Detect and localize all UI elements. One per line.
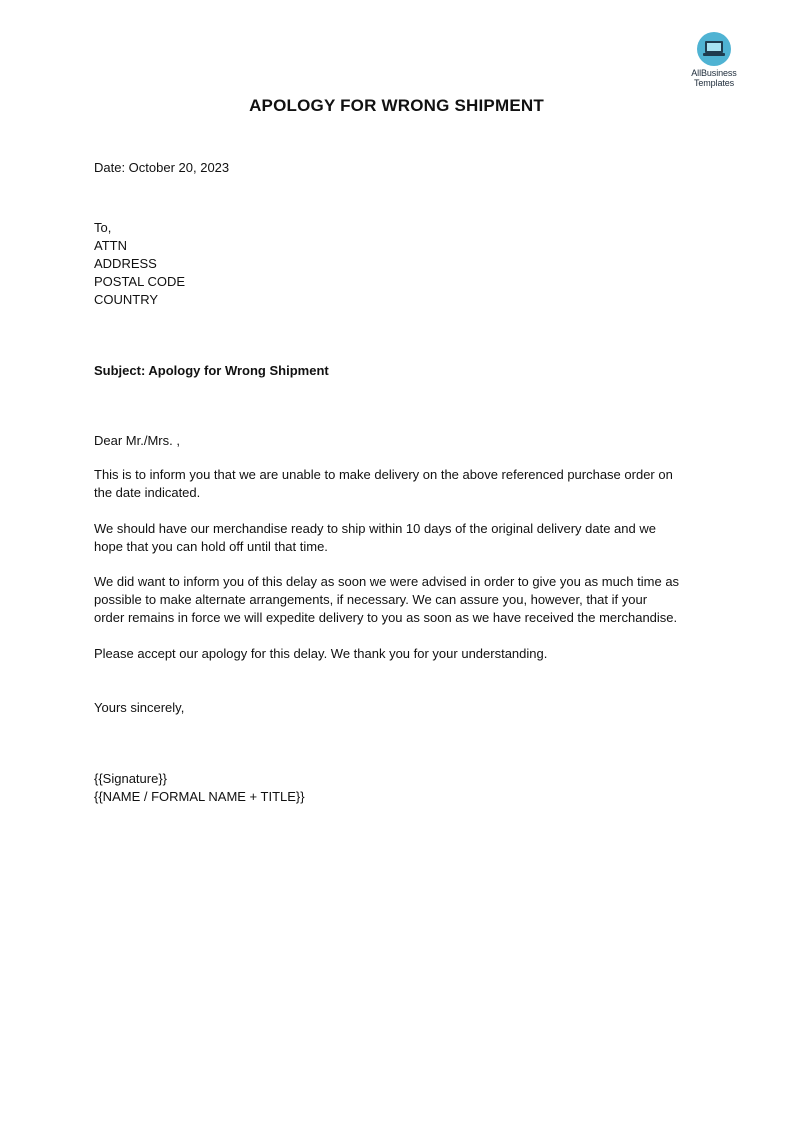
- paragraph-3-line: possible to make alternate arrangements, if necessary. We can assure you, however, that if your: [94, 592, 648, 607]
- date-line: Date: October 20, 2023: [94, 160, 230, 175]
- signature-placeholder: {{Signature}}: [94, 771, 168, 786]
- recipient-postal-code: POSTAL CODE: [94, 274, 186, 289]
- logo-line-1: AllBusiness: [691, 68, 737, 78]
- allbusiness-templates-logo: [682, 32, 746, 88]
- paragraph-2-line: hope that you can hold off until that time.: [94, 539, 328, 554]
- paragraph-2: [94, 520, 714, 556]
- paragraph-2-line: We should have our merchandise ready to ship within 10 days of the original delivery date and we: [94, 521, 656, 536]
- closing: Yours sincerely,: [94, 700, 185, 715]
- paragraph-1-line: the date indicated.: [94, 485, 201, 500]
- paragraph-3-line: We did want to inform you of this delay as soon we were advised in order to give you as much time as: [94, 574, 680, 589]
- logo-text: [682, 68, 746, 88]
- recipient-address: ADDRESS: [94, 256, 157, 271]
- paragraph-1-line: This is to inform you that we are unable to make delivery on the above referenced purchase order on: [94, 467, 673, 482]
- recipient-country: COUNTRY: [94, 292, 159, 307]
- recipient-block: [94, 219, 714, 309]
- paragraph-4-line: Please accept our apology for this delay. We thank you for your understanding.: [94, 646, 548, 661]
- logo-badge: [697, 32, 731, 66]
- paragraph-4: [94, 645, 714, 663]
- signature-block: [94, 770, 714, 806]
- document-title: APOLOGY FOR WRONG SHIPMENT: [249, 96, 544, 115]
- paragraph-3: [94, 573, 714, 627]
- laptop-icon: [697, 32, 731, 66]
- recipient-to: To,: [94, 220, 112, 235]
- paragraph-3-line: order remains in force we will expedite delivery to you as soon as we have received the merchandise.: [94, 610, 678, 625]
- paragraph-1: [94, 466, 714, 502]
- name-title-placeholder: {{NAME / FORMAL NAME + TITLE}}: [94, 789, 305, 804]
- logo-line-2: Templates: [693, 78, 735, 88]
- salutation: Dear Mr./Mrs. ,: [94, 433, 180, 448]
- recipient-attn: ATTN: [94, 238, 127, 253]
- subject-line: Subject: Apology for Wrong Shipment: [94, 363, 329, 378]
